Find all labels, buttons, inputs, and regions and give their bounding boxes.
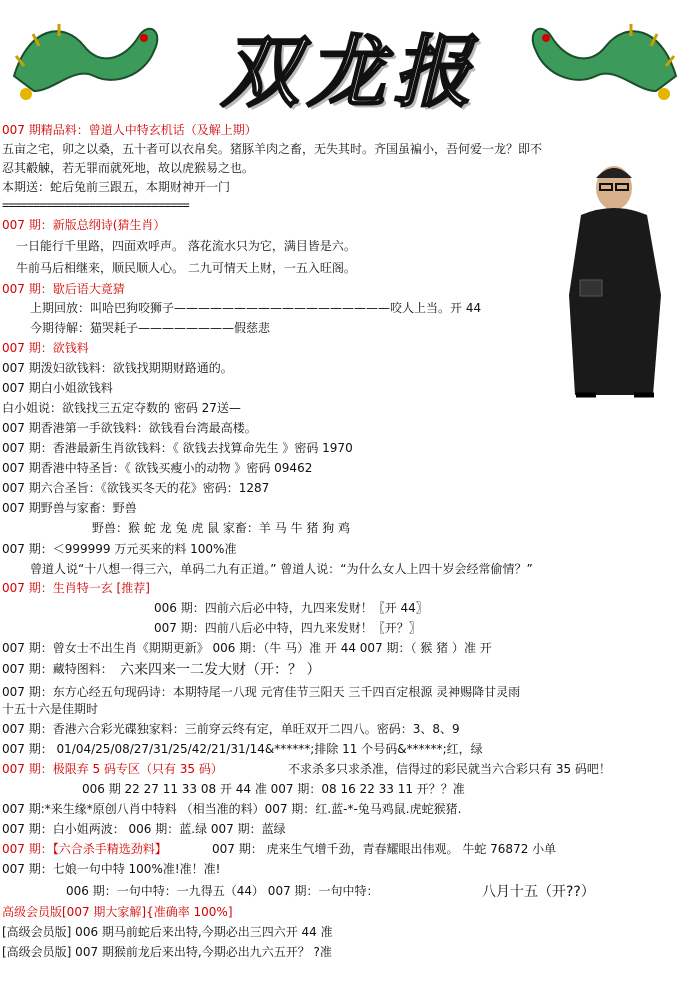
text-line: 白小姐说：欲钱找三五定夺数的 密码 27送— <box>2 401 241 415</box>
section-heading: 007 期：【六合杀手精选劲料】 <box>2 842 167 856</box>
text-line: 006 期 22 27 11 33 08 开 44 准 007 期：08 16 22 33 11 开？？准 <box>82 782 465 796</box>
section-heading: 007 期：极限弃 5 码专区（只有 35 码） <box>2 762 223 776</box>
text-line: 006 期：四前六后必中特，九四来发财！〖开 44〗 <box>154 601 428 615</box>
text-line: 007 期：四前八后必中特，四九来发财！〖开？〗 <box>154 621 421 635</box>
text-line: 六来四来一二发大财（开：？ ） <box>120 662 321 678</box>
text-line: 007 期香港第一手欲钱料：欲钱看台湾最高楼。 <box>2 421 257 435</box>
text-line: 007 期：＜999999 万元买来的料 100%准 <box>2 542 237 556</box>
text-line: 不求杀多只求杀准，信得过的彩民就当六合彩只有 35 码吧！ <box>288 762 611 776</box>
text-line: 007 期:*来生缘*原创八肖中特料 （相当准的料）007 期：红.蓝-*-兔马鸡鼠.虎蛇猴猪. <box>2 802 462 816</box>
text-line: 007 期：白小姐两波： 006 期：蓝.绿 007 期：蓝绿 <box>2 822 286 836</box>
fortune-teller-figure <box>536 160 686 400</box>
dragon-right-icon <box>521 6 686 106</box>
text-line: 007 期野兽与家畜：野兽 <box>2 501 137 515</box>
text-line: 007 期：香港最新生肖欲钱料：《 欲钱去找算命先生 》密码 1970 <box>2 441 353 455</box>
text-line: [高级会员版] 006 期马前蛇后来出特,今期必出三四六开 44 准 <box>2 925 333 939</box>
text-line: 007 期：曾女士不出生肖《期期更新》 006 期：（牛 马）准 开 44 007 期：（ 猴 猪 ）准 开 <box>2 641 492 655</box>
text-line: 五亩之宅，卯之以桑，五十者可以衣帛矣。猪豚羊肉之畜，无失其时。齐国虽褊小，吾何爱一龙？即不 <box>2 142 543 156</box>
text-line: 野兽：猴 蛇 龙 兔 虎 鼠 家畜：羊 马 牛 猪 狗 鸡 <box>92 521 350 535</box>
poem-line: 牛前马后相继来，顺民顺人心。 二九可情天上财，一五入旺阁。 <box>16 261 356 275</box>
text-line: [高级会员版] 007 期猴前龙后来出特,今期必出九六五开？ ?准 <box>2 945 332 959</box>
text-line: 007 期香港中特圣旨：《 欲钱买瘦小的动物 》密码 09462 <box>2 461 313 475</box>
dragon-left-icon <box>4 6 169 106</box>
poem-line: 一日能行千里路，四面欢呼声。 落花流水只为它，满目皆是六。 <box>16 239 356 253</box>
text-line: 十五十六是佳期时 <box>2 702 99 716</box>
text-line: 007 期：香港六合彩光碟独家料：三前穿云终有定，单旺双开二四八。密码：3、8、9 <box>2 722 460 736</box>
text-line: 007 期：东方心经五句现码诗：本期特尾一八现 元宵佳节三阳天 三千四百定根源 灵神赐降甘灵雨 <box>2 685 521 699</box>
section-heading: 007 期精品料：曾道人中特玄机话（及解上期） <box>2 123 257 137</box>
text-line: 曾道人说“十八想一得三六，单码二九有正道。” 曾道人说：“为什么女人上四十岁会经常偷情？” <box>30 562 533 576</box>
text-line: 忍其觳觫，若无罪而就死地，故以虎猴易之也。 <box>2 161 255 175</box>
text-line: 007 期六合圣旨：《欲钱买冬天的花》密码：1287 <box>2 481 270 495</box>
divider-line: ============================== <box>2 198 189 212</box>
section-heading: 007 期：欲钱料 <box>2 341 89 355</box>
section-heading: 007 期：新版总纲诗(猜生肖） <box>2 218 166 232</box>
text-line: 007 期： 01/04/25/08/27/31/25/42/21/31/14&******;排除 11 个号码&******;红，绿 <box>2 742 483 756</box>
text-line: 007 期： 虎来生气增千劲，青春耀眼出伟观。 牛蛇 76872 小单 <box>212 842 557 856</box>
text-line: 007 期白小姐欲钱料 <box>2 381 113 395</box>
text-line: 007 期：藏特图料： <box>2 662 113 676</box>
section-heading: 007 期：歇后语大竟猜 <box>2 282 125 296</box>
section-heading: 高级会员版[007 期大家解]{准确率 100%] <box>2 905 233 919</box>
text-line: 006 期：一句中特：一九得五（44） 007 期：一句中特： <box>66 884 379 898</box>
header-banner <box>0 0 690 118</box>
text-line: 007 期：七娘一句中特 100%准!准！准! <box>2 862 221 876</box>
text-line: 上期回放：叫哈巴狗咬狮子——————————————————咬人上当。开 44 <box>30 301 482 315</box>
page-title: 双龙报 <box>220 27 479 118</box>
text-line: 007 期泼妇欲钱料：欲钱找期期财路通的。 <box>2 361 233 375</box>
text-line: 今期待解：猫哭耗子————————假慈悲 <box>30 321 271 335</box>
text-line: 八月十五（开??） <box>482 884 595 900</box>
section-heading: 007 期：生肖特一玄 [推荐] <box>2 581 150 595</box>
text-line: 本期送：蛇后兔前三跟五，本期财神开一门 <box>2 180 231 194</box>
